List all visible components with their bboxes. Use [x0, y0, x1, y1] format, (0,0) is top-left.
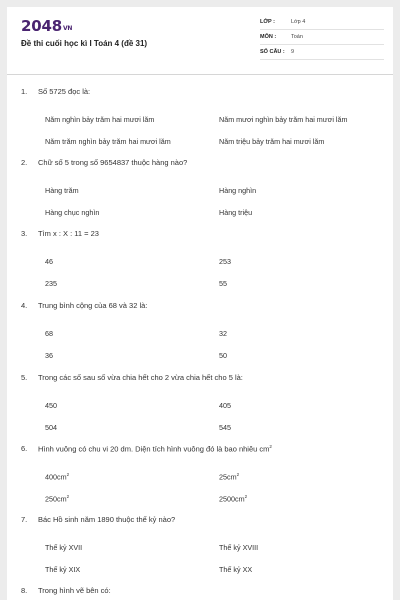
question-text	[21, 444, 387, 454]
question-number: 2.	[21, 158, 28, 167]
question-2	[21, 158, 387, 217]
answer-option-d[interactable]: 50	[219, 351, 227, 360]
meta-row-count	[260, 45, 384, 60]
question-4	[21, 301, 387, 360]
meta-value: 9	[291, 49, 295, 55]
answer-option-d[interactable]: Thế kỷ XX	[219, 565, 253, 574]
question-number: 7.	[21, 515, 28, 524]
question-prompt: Hình vuông có chu vi 20 dm. Diện tích hình vuông đó là bao nhiêu $cm^2$	[38, 444, 272, 454]
answer-option-b[interactable]: 253	[219, 257, 231, 266]
meta-row-subject	[260, 30, 384, 45]
answer-option-d[interactable]: Hàng triệu	[219, 208, 253, 217]
answer-option-b[interactable]: Năm mươi nghìn bảy trăm hai mươi lăm	[219, 115, 348, 124]
question-number: 1.	[21, 87, 28, 96]
exam-page	[7, 7, 393, 600]
answer-option-d[interactable]: 55	[219, 279, 227, 288]
meta-label: MÔN :	[260, 34, 277, 40]
meta-value: Toán	[291, 34, 303, 40]
answer-option-c[interactable]: Năm trăm nghìn bảy trăm hai mươi lăm	[45, 137, 171, 146]
question-number: 4.	[21, 301, 28, 310]
question-6	[21, 444, 387, 504]
question-3	[21, 229, 387, 288]
answer-option-a[interactable]: Năm nghìn bảy trăm hai mươi lăm	[45, 115, 155, 124]
meta-row-class	[260, 15, 384, 30]
answer-option-a[interactable]: $400cm^2$	[45, 472, 70, 482]
answer-option-b[interactable]: 32	[219, 329, 227, 338]
exam-title: Đề thi cuối học kì I Toán 4 (đề 31)	[21, 39, 148, 48]
answer-option-c[interactable]: Hàng chục nghìn	[45, 208, 100, 217]
question-prompt: Trong các số sau số vừa chia hết cho 2 vừa chia hết cho 5 là:	[38, 373, 243, 382]
exam-meta	[260, 15, 384, 60]
question-number: 6.	[21, 444, 28, 453]
question-prompt: Trung bình cộng của 68 và 32 là:	[38, 301, 148, 310]
answer-option-d[interactable]: Năm triệu bảy trăm hai mươi lăm	[219, 137, 325, 146]
question-prompt: Chữ số 5 trong số 9654837 thuộc hàng nào?	[38, 158, 188, 167]
answer-option-a[interactable]: Hàng trăm	[45, 186, 79, 195]
answer-option-b[interactable]: $25cm^2$	[219, 472, 240, 482]
answer-option-a[interactable]: 450	[45, 401, 57, 410]
meta-label: SỐ CÂU :	[260, 49, 285, 55]
question-number: 3.	[21, 229, 28, 238]
answer-option-b[interactable]: Thế kỷ XVIII	[219, 543, 259, 552]
question-number: 8.	[21, 586, 28, 595]
meta-value: Lớp 4	[291, 19, 306, 25]
answer-option-c[interactable]: 235	[45, 279, 57, 288]
question-prompt: Tìm x : X : 11 = 23	[38, 229, 99, 238]
answer-option-d[interactable]: $2500cm^2$	[219, 494, 248, 504]
question-text	[21, 158, 387, 167]
question-text	[21, 301, 387, 310]
question-8	[21, 586, 387, 595]
meta-label: LỚP :	[260, 19, 275, 25]
exam-header	[7, 7, 393, 75]
answer-option-c[interactable]: $250cm^2$	[45, 494, 70, 504]
answer-option-a[interactable]: Thế kỷ XVII	[45, 543, 83, 552]
question-prompt: Trong hình vẽ bên có:	[38, 586, 111, 595]
answer-option-b[interactable]: 405	[219, 401, 231, 410]
question-text	[21, 373, 387, 382]
answer-option-a[interactable]: 68	[45, 329, 53, 338]
question-1	[21, 87, 387, 146]
question-text	[21, 515, 387, 524]
answer-option-d[interactable]: 545	[219, 423, 231, 432]
question-number: 5.	[21, 373, 28, 382]
question-text	[21, 229, 387, 238]
answer-option-b[interactable]: Hàng nghìn	[219, 186, 257, 195]
question-7	[21, 515, 387, 574]
question-prompt: Bác Hồ sinh năm 1890 thuộc thế kỷ nào?	[38, 515, 176, 524]
answer-option-c[interactable]: Thế kỷ XIX	[45, 565, 81, 574]
answer-option-c[interactable]: 36	[45, 351, 53, 360]
answer-option-a[interactable]: 46	[45, 257, 53, 266]
answer-option-c[interactable]: 504	[45, 423, 57, 432]
question-text	[21, 87, 387, 96]
site-logo[interactable]: $2048_{VN}$	[21, 17, 73, 35]
question-prompt: Số 5725 đọc là:	[38, 87, 91, 96]
question-text	[21, 586, 387, 595]
question-5	[21, 373, 387, 432]
logo-suffix: VN	[62, 25, 73, 32]
